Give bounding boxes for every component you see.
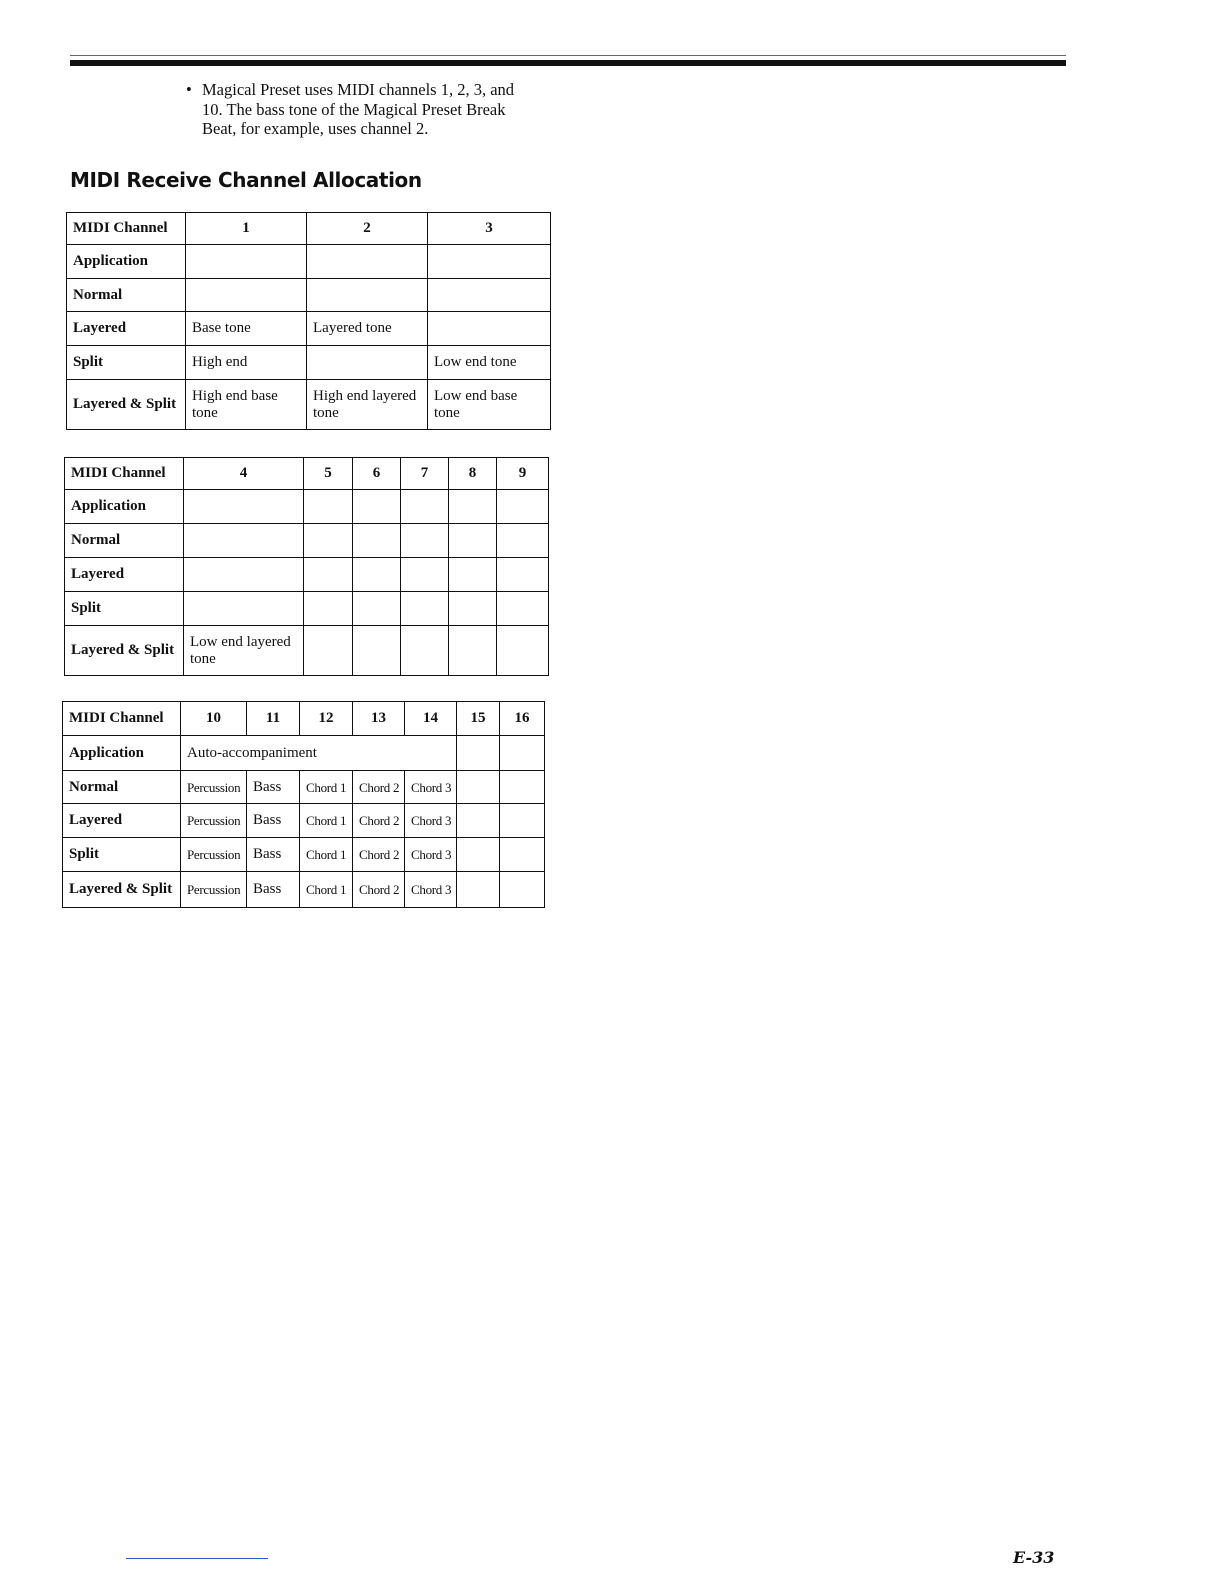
row-label: MIDI Channel: [67, 213, 186, 245]
table-cell: Chord 2: [353, 838, 405, 872]
table-row: [67, 380, 551, 430]
channel-header: 6: [353, 458, 401, 490]
table-cell: Chord 2: [353, 804, 405, 838]
row-label: Layered & Split: [65, 626, 184, 676]
channel-header: 10: [181, 702, 247, 736]
channel-table-1-3: [66, 212, 551, 430]
table-cell: [307, 279, 428, 312]
table-cell: High end: [186, 346, 307, 380]
table-cell: [428, 312, 551, 346]
table-cell: [353, 490, 401, 524]
table-cell: [449, 524, 497, 558]
table-cell: [500, 736, 545, 771]
table-cell: Chord 1: [300, 804, 353, 838]
table-cell: [457, 771, 500, 804]
table-cell: [307, 346, 428, 380]
magical-preset-note: [186, 80, 556, 139]
table-cell: Base tone: [186, 312, 307, 346]
channel-header: 3: [428, 213, 551, 245]
table-cell: [401, 524, 449, 558]
channel-header: 7: [401, 458, 449, 490]
header-rule-thin: [70, 55, 1066, 56]
note-line: Magical Preset uses MIDI channels 1, 2, 3, and: [202, 80, 515, 99]
table-cell: [184, 558, 304, 592]
table-cell: [500, 771, 545, 804]
table-row: [67, 245, 551, 279]
table-cell: [186, 279, 307, 312]
row-label: Layered & Split: [63, 872, 181, 908]
table-cell: [500, 872, 545, 908]
table-cell: [401, 626, 449, 676]
table-cell: [401, 490, 449, 524]
channel-header: 15: [457, 702, 500, 736]
row-label: Split: [63, 838, 181, 872]
table-cell: Layered tone: [307, 312, 428, 346]
table-row: [65, 524, 549, 558]
table-row: [65, 558, 549, 592]
table-row: [63, 702, 545, 736]
row-label: Normal: [67, 279, 186, 312]
table-cell: [457, 736, 500, 771]
auto-accompaniment-cell: Auto-accompaniment: [181, 736, 457, 771]
channel-header: 2: [307, 213, 428, 245]
table-cell: Chord 2: [353, 872, 405, 908]
channel-header: 1: [186, 213, 307, 245]
table-cell: Low end base tone: [428, 380, 551, 430]
table-cell: [304, 626, 353, 676]
channel-header: 8: [449, 458, 497, 490]
table-cell: [497, 626, 549, 676]
table-row: [67, 213, 551, 245]
table-row: [67, 346, 551, 380]
table-cell: [428, 279, 551, 312]
channel-header: 4: [184, 458, 304, 490]
table-cell: [449, 490, 497, 524]
table-cell: [457, 872, 500, 908]
table-cell: Percussion: [181, 771, 247, 804]
channel-table-10-16: [62, 701, 545, 908]
table-cell: Chord 3: [405, 804, 457, 838]
table-cell: [353, 558, 401, 592]
table-cell: [184, 490, 304, 524]
row-label: Layered: [65, 558, 184, 592]
table-cell: [353, 592, 401, 626]
channel-header: 13: [353, 702, 405, 736]
row-label: Layered: [63, 804, 181, 838]
table-cell: [449, 558, 497, 592]
table-cell: Bass: [247, 804, 300, 838]
channel-table-4-9: [64, 457, 549, 676]
table-cell: Percussion: [181, 804, 247, 838]
row-label: Layered: [67, 312, 186, 346]
row-label: Application: [63, 736, 181, 771]
table-cell: [457, 838, 500, 872]
section-title: MIDI Receive Channel Allocation: [70, 168, 422, 192]
header-rule: [70, 60, 1066, 66]
table-cell: Percussion: [181, 872, 247, 908]
table-cell: [304, 558, 353, 592]
footer-line: [126, 1558, 268, 1559]
channel-header: 9: [497, 458, 549, 490]
table-cell: [497, 490, 549, 524]
table-cell: [304, 524, 353, 558]
table-cell: Percussion: [181, 838, 247, 872]
row-label: Application: [65, 490, 184, 524]
table-cell: Chord 2: [353, 771, 405, 804]
note-bullet: •: [186, 80, 192, 99]
table-row: [65, 490, 549, 524]
table-row: [65, 626, 549, 676]
table-cell: [353, 524, 401, 558]
row-label: Application: [67, 245, 186, 279]
table-cell: Bass: [247, 838, 300, 872]
table-cell: High end base tone: [186, 380, 307, 430]
table-cell: [497, 524, 549, 558]
table-row: [67, 312, 551, 346]
table-cell: [457, 804, 500, 838]
table-cell: Bass: [247, 872, 300, 908]
table-cell: [497, 592, 549, 626]
table-cell: [401, 592, 449, 626]
note-line: 10. The bass tone of the Magical Preset Break: [202, 99, 506, 119]
channel-header: 12: [300, 702, 353, 736]
channel-header: 11: [247, 702, 300, 736]
table-row: [65, 592, 549, 626]
table-cell: [184, 592, 304, 626]
row-label: MIDI Channel: [63, 702, 181, 736]
row-label: Normal: [65, 524, 184, 558]
table-cell: Chord 3: [405, 838, 457, 872]
table-cell: Bass: [247, 771, 300, 804]
channel-header: 14: [405, 702, 457, 736]
row-label: Layered & Split: [67, 380, 186, 430]
row-label: Normal: [63, 771, 181, 804]
channel-header: 16: [500, 702, 545, 736]
table-row: [63, 872, 545, 908]
table-row: [65, 458, 549, 490]
table-cell: [304, 592, 353, 626]
table-cell: [401, 558, 449, 592]
table-cell: Chord 1: [300, 838, 353, 872]
table-cell: [428, 245, 551, 279]
row-label: Split: [65, 592, 184, 626]
row-label: Split: [67, 346, 186, 380]
page-number: E-33: [1013, 1548, 1055, 1567]
table-cell: [449, 592, 497, 626]
table-cell: [304, 490, 353, 524]
channel-header: 5: [304, 458, 353, 490]
table-cell: [449, 626, 497, 676]
table-row: [63, 804, 545, 838]
table-cell: Chord 1: [300, 771, 353, 804]
table-cell: [500, 838, 545, 872]
table-cell: [186, 245, 307, 279]
table-cell: [307, 245, 428, 279]
table-cell: Chord 1: [300, 872, 353, 908]
table-cell: [500, 804, 545, 838]
note-line: Beat, for example, uses channel 2.: [202, 119, 429, 138]
table-cell: Low end layered tone: [184, 626, 304, 676]
table-row: [67, 279, 551, 312]
table-cell: [497, 558, 549, 592]
table-row: [63, 771, 545, 804]
table-cell: High end layered tone: [307, 380, 428, 430]
table-row: [63, 838, 545, 872]
row-label: MIDI Channel: [65, 458, 184, 490]
table-cell: [184, 524, 304, 558]
table-cell: [353, 626, 401, 676]
table-cell: Low end tone: [428, 346, 551, 380]
table-cell: Chord 3: [405, 771, 457, 804]
table-row: [63, 736, 545, 771]
table-cell: Chord 3: [405, 872, 457, 908]
